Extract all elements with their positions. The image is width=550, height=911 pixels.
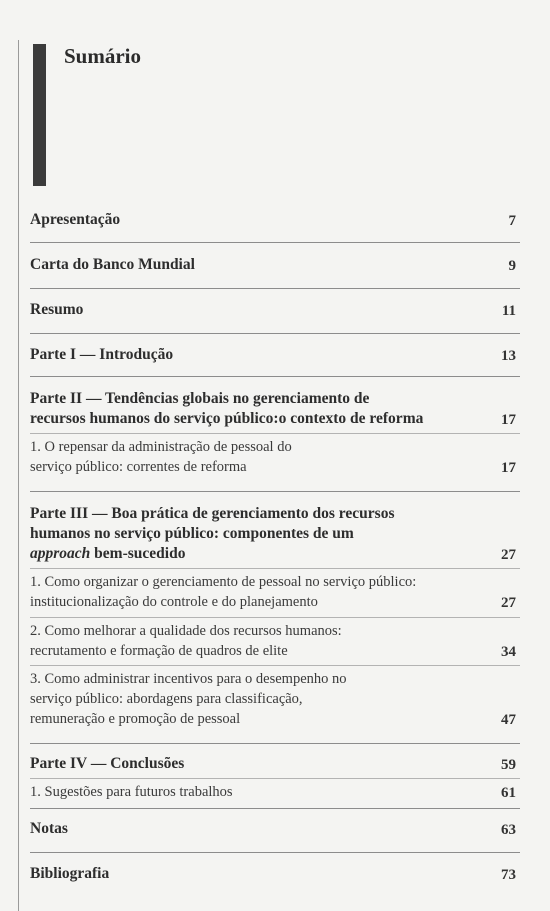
divider (30, 743, 520, 744)
page-edge-line (18, 40, 19, 911)
toc-entry-page: 27 (501, 595, 516, 611)
toc-entry-page: 27 (501, 547, 516, 563)
toc-entry-apresentacao[interactable] (30, 210, 520, 230)
title-accent-bar (33, 44, 46, 186)
toc-entry-label: Notas (30, 820, 68, 837)
toc-entry-page: 13 (501, 348, 516, 364)
toc-entry-line: 1. O repensar da administração de pessoal do (30, 439, 292, 455)
toc-entry-label: Apresentação (30, 211, 121, 228)
toc-entry-line: Parte II — Tendências globais no gerenciamento de (30, 390, 370, 407)
toc-entry-line: 1. Como organizar o gerenciamento de pessoal no serviço público: (30, 574, 417, 590)
toc-entry-resumo[interactable] (30, 300, 520, 320)
divider (30, 288, 520, 289)
toc-entry-page: 17 (501, 412, 516, 428)
toc-entry-parte-4[interactable] (30, 754, 520, 774)
toc-entry-page: 17 (501, 460, 516, 476)
toc-entry-emphasis: approach (30, 545, 91, 562)
toc-entry-page: 63 (501, 822, 516, 838)
divider (30, 433, 520, 434)
toc-entry-page: 9 (508, 258, 516, 274)
divider (30, 333, 520, 334)
toc-entry-label: Carta do Banco Mundial (30, 256, 195, 273)
toc-entry-page: 73 (501, 867, 516, 883)
toc-entry-parte-3-3[interactable] (30, 669, 520, 729)
divider (30, 242, 520, 243)
toc-entry-page: 59 (501, 757, 516, 773)
toc-entry-label (30, 437, 470, 477)
toc-entry-line: serviço público: correntes de reforma (30, 459, 247, 475)
toc-entry-page: 34 (501, 644, 516, 660)
toc-entry-parte-2-1[interactable] (30, 437, 520, 477)
toc-entry-parte-4-1[interactable] (30, 782, 520, 802)
divider (30, 778, 520, 779)
divider (30, 376, 520, 377)
toc-entry-page: 11 (501, 303, 516, 319)
divider (30, 808, 520, 809)
toc-entry-parte-2[interactable] (30, 389, 520, 429)
toc-entry-line: 2. Como melhorar a qualidade dos recursos humanos: (30, 623, 342, 639)
toc-entry-line: recursos humanos do serviço público:o contexto de reforma (30, 410, 424, 427)
toc-entry-line: institucionalização do controle e do planejamento (30, 594, 318, 610)
toc-entry-label (30, 621, 470, 661)
toc-entry-notas[interactable] (30, 819, 520, 839)
divider (30, 491, 520, 492)
toc-entry-label: 1. Sugestões para futuros trabalhos (30, 784, 233, 800)
divider (30, 852, 520, 853)
toc-entry-bibliografia[interactable] (30, 864, 520, 884)
toc-entry-label (30, 669, 470, 729)
toc-entry-parte-3[interactable] (30, 504, 520, 564)
toc-entry-page: 47 (501, 712, 516, 728)
toc-entry-label: Resumo (30, 301, 84, 318)
toc-entry-label: Parte I — Introdução (30, 346, 174, 363)
toc-entry-line: serviço público: abordagens para classificação, (30, 691, 303, 707)
toc-entry-line: bem-sucedido (90, 545, 186, 562)
divider (30, 665, 520, 666)
divider (30, 617, 520, 618)
toc-entry-label (30, 572, 470, 612)
divider (30, 568, 520, 569)
toc-entry-page: 61 (501, 785, 516, 801)
page-title: Sumário (64, 44, 142, 68)
toc-entry-parte-3-2[interactable] (30, 621, 520, 661)
toc-entry-parte-1[interactable] (30, 345, 520, 365)
toc-entry-carta[interactable] (30, 255, 520, 275)
toc-entry-label (30, 389, 470, 429)
toc-entry-line: remuneração e promoção de pessoal (30, 711, 241, 727)
toc-entry-label: Parte IV — Conclusões (30, 755, 185, 772)
toc-entry-parte-3-1[interactable] (30, 572, 520, 612)
toc-entry-line: Parte III — Boa prática de gerenciamento dos recursos (30, 505, 395, 522)
toc-entry-page: 7 (508, 213, 516, 229)
toc-entry-label (30, 504, 470, 564)
toc-entry-line: recrutamento e formação de quadros de elite (30, 643, 288, 659)
toc-entry-label: Bibliografia (30, 865, 110, 882)
toc-entry-line: 3. Como administrar incentivos para o desempenho no (30, 671, 347, 687)
toc-entry-line: humanos no serviço público: componentes de um (30, 525, 354, 542)
